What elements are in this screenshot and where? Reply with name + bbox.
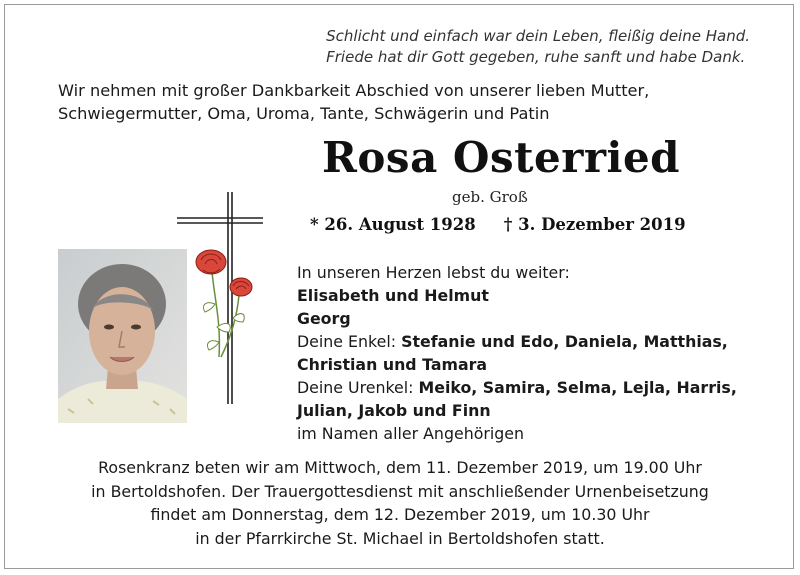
children-names: Georg [297,309,351,328]
family-line [297,330,737,353]
family-line [297,307,737,330]
poem-line: Friede hat dir Gott gegeben, ruhe sanft und habe Dank. [326,48,746,66]
poem-line: Schlicht und einfach war dein Leben, fleißig deine Hand. [326,27,750,45]
great-grandchildren-names: Julian, Jakob und Finn [297,401,491,420]
poem [326,26,750,68]
intro-line: Wir nehmen mit großer Dankbarkeit Abschied von unserer lieben Mutter, [58,81,650,100]
birth-date: * 26. August 1928 [310,215,476,234]
great-grandchildren-label: Deine Urenkel: [297,378,419,397]
grandchildren-names: Christian und Tamara [297,355,488,374]
cross-icon [175,192,265,407]
portrait-photo [58,249,187,423]
service-line: in der Pfarrkirche St. Michael in Bertoldshofen statt. [195,528,605,548]
intro-line: Schwiegermutter, Oma, Uroma, Tante, Schwägerin und Patin [58,104,550,123]
family-heading: In unseren Herzen lebst du weiter: [297,263,570,282]
great-grandchildren-names: Meiko, Samira, Selma, Lejla, Harris, [418,378,737,397]
family-closing: im Namen aller Angehörigen [297,424,525,443]
family-line [297,284,737,307]
family-line [297,353,737,376]
service-line: in Bertoldshofen. Der Trauergottesdienst mit anschließender Urnenbeisetzung [91,481,709,501]
service-line: findet am Donnerstag, dem 12. Dezember 2019, um 10.30 Uhr [150,505,650,524]
family-list [297,261,737,445]
service-info [40,456,760,550]
family-line [297,376,737,399]
life-dates [310,215,686,234]
family-line [297,399,737,422]
service-line: Rosenkranz beten wir am Mittwoch, dem 11. Dezember 2019, um 19.00 Uhr [98,458,702,477]
deceased-name: Rosa Osterried [322,133,681,182]
intro-text [58,79,758,125]
children-names: Elisabeth und Helmut [297,286,489,305]
death-date: † 3. Dezember 2019 [503,215,686,234]
grandchildren-names: Stefanie und Edo, Daniela, Matthias, [401,332,728,351]
rose-icon [196,250,252,357]
grandchildren-label: Deine Enkel: [297,332,402,351]
birth-name: geb. Groß [452,188,528,206]
